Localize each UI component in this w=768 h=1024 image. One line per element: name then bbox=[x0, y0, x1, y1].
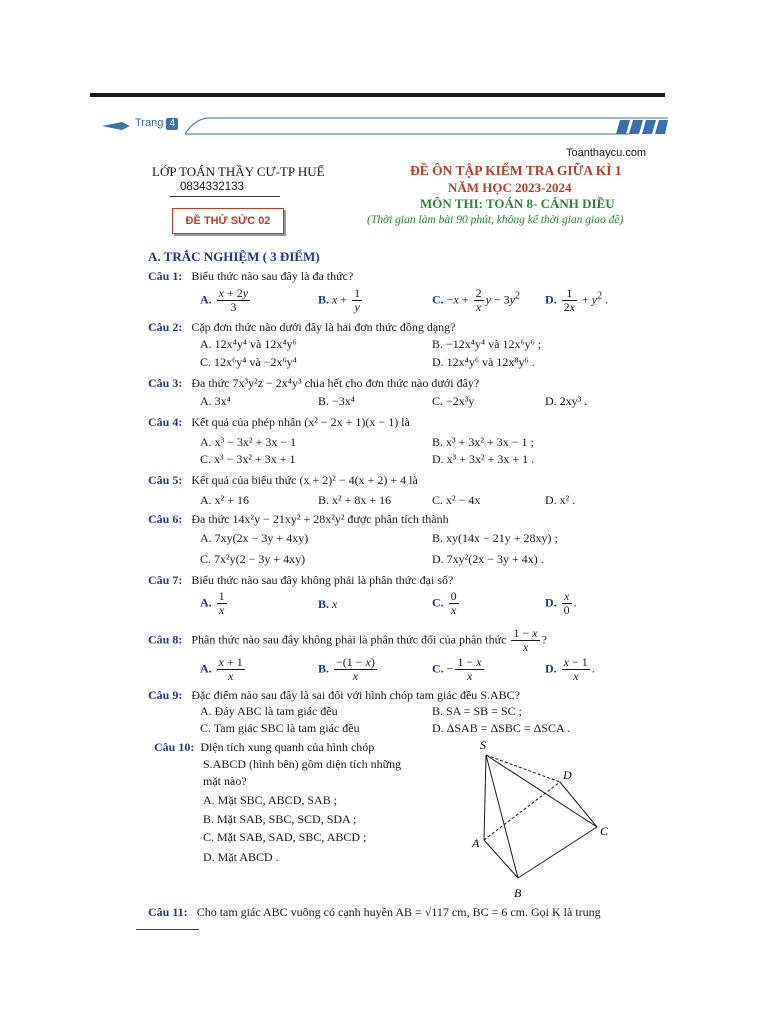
test-badge: ĐỀ THỬ SỨC 02 bbox=[172, 208, 284, 234]
label-b: B bbox=[514, 886, 522, 900]
question-2 bbox=[148, 320, 456, 335]
q6-option-d: D. 7xy²(2x − 3y + 4x) . bbox=[432, 552, 544, 566]
question-11 bbox=[148, 905, 601, 920]
q1-option-c: C. −x + $\frac{2}{x}$ $y - 3y^2$ bbox=[432, 286, 520, 314]
exam-time: (Thời gian làm bài 90 phút, không kể thời gian giao đề) bbox=[367, 214, 624, 226]
section-heading: A. TRẮC NGHIỆM ( 3 ĐIỂM) bbox=[148, 249, 320, 264]
q5-option-c: C. x² − 4x bbox=[432, 493, 481, 507]
q7-option-a: A. $\frac{1}{x}$ bbox=[200, 589, 225, 617]
q2-option-d: D. 12x⁴y⁶ và 12x⁸y⁶ . bbox=[432, 355, 535, 369]
question-label: Câu 7: bbox=[148, 573, 183, 587]
q4-option-a: A. x³ − 3x² + 3x − 1 bbox=[200, 435, 297, 449]
q10-text-line-1: S.ABCD (hình bên) gồm diện tích những bbox=[203, 757, 402, 771]
q3-option-b: B. −3x⁴ bbox=[318, 394, 355, 408]
question-label: Câu 10: bbox=[154, 740, 195, 754]
stripe-1 bbox=[616, 120, 630, 134]
question-label: Câu 6: bbox=[148, 512, 183, 526]
q1-option-a: A. $\frac{x + 2y}{3}$ bbox=[200, 286, 249, 314]
q3-option-a: A. 3x⁴ bbox=[200, 394, 231, 408]
q9-option-d: D. ΔSAB = ΔSBC = ΔSCA . bbox=[432, 721, 571, 735]
edge-sd bbox=[486, 755, 560, 782]
q3-option-d: D. 2xy³ . bbox=[545, 394, 588, 408]
question-3 bbox=[148, 376, 479, 391]
header-decoration bbox=[100, 114, 668, 136]
q10-option-a: A. Mặt SBC, ABCD, SAB ; bbox=[203, 793, 338, 807]
exam-title: ĐỀ ÔN TẬP KIỂM TRA GIỮA KÌ 1 bbox=[410, 163, 622, 178]
question-7 bbox=[148, 573, 453, 588]
question-text: Đặc điểm nào sau đây là sai đối với hình chóp tam giác đều S.ABC? bbox=[191, 688, 520, 702]
question-4 bbox=[148, 415, 410, 430]
q5-option-a: A. x² + 16 bbox=[200, 493, 250, 507]
question-label: Câu 8: bbox=[148, 632, 183, 647]
q7-option-d: D. $\frac{x}{0}$ . bbox=[545, 589, 577, 617]
q9-option-a: A. Đáy ABC là tam giác đều bbox=[200, 704, 338, 718]
q8-option-b: B. $\frac{-(1 - x)}{x}$ bbox=[318, 655, 375, 683]
question-label: Câu 11: bbox=[148, 905, 188, 919]
q2-option-a: A. 12x⁴y⁴ và 12x⁴y⁶ bbox=[200, 337, 297, 351]
question-8: Câu 8: Phân thức nào sau đây không phải là phân thức đối của phân thức $\frac{1 - x}{x}$ ? bbox=[148, 626, 547, 654]
site-name: Toanthaycu.com bbox=[566, 147, 647, 159]
q10-option-d: D. Mặt ABCD . bbox=[203, 850, 279, 864]
question-text: Đa thức 14x²y − 21xy² + 28x²y² được phân tích thành bbox=[191, 512, 449, 526]
question-1 bbox=[148, 269, 353, 284]
pyramid-figure bbox=[460, 735, 620, 905]
question-label: Câu 2: bbox=[148, 320, 183, 334]
q6-option-a: A. 7xy(2x − 3y + 4xy) bbox=[200, 531, 309, 545]
question-text: Kết quả của biểu thức (x + 2)² − 4(x + 2) + 4 là bbox=[191, 473, 418, 487]
question-label: Câu 3: bbox=[148, 376, 183, 390]
question-5 bbox=[148, 473, 418, 488]
page-label-text: Trang bbox=[135, 117, 164, 129]
label-d: D bbox=[563, 768, 572, 782]
q6-option-b: B. xy(14x − 21y + 28xy) ; bbox=[432, 531, 558, 545]
q10-text-line-2: mặt nào? bbox=[203, 774, 247, 788]
exam-year: NĂM HỌC 2023-2024 bbox=[448, 180, 572, 195]
q5-option-b: B. x² + 8x + 16 bbox=[318, 493, 392, 507]
label-c: C bbox=[600, 824, 609, 838]
question-text: Biểu thức nào sau đây là đa thức? bbox=[191, 269, 354, 283]
exam-subject: MÔN THI: TOÁN 8- CÁNH DIỀU bbox=[420, 196, 615, 211]
header-curve bbox=[185, 118, 668, 134]
q9-option-b: B. SA = SB = SC ; bbox=[432, 704, 522, 718]
q2-option-b: B. −12x⁴y⁴ và 12x⁶y⁶ ; bbox=[432, 337, 542, 351]
q10-option-c: C. Mặt SAB, SAD, SBC, ABCD ; bbox=[203, 830, 367, 844]
edge-sc bbox=[486, 755, 597, 827]
question-9 bbox=[148, 688, 520, 703]
stripe-2 bbox=[629, 120, 643, 134]
top-rule bbox=[90, 93, 665, 97]
question-10 bbox=[154, 740, 374, 755]
q9-option-c: C. Tam giác SBC là tam giác đều bbox=[200, 721, 360, 735]
question-text: Phân thức nào sau đây không phải là phân thức đối của phân thức bbox=[191, 632, 507, 647]
question-label: Câu 9: bbox=[148, 688, 183, 702]
question-text: Cho tam giác ABC vuông có cạnh huyền AB = √117 cm, BC = 6 cm. Gọi K là trung bbox=[196, 905, 601, 919]
class-name: LỚP TOÁN THẦY CƯ-TP HUẾ bbox=[152, 164, 325, 179]
phone-underline bbox=[170, 196, 280, 197]
page-number: 4 bbox=[166, 118, 178, 130]
stripe-3 bbox=[642, 120, 656, 134]
phone-number: 0834332133 bbox=[180, 181, 244, 193]
question-text: Kết quả của phép nhân (x² − 2x + 1)(x − 1) là bbox=[191, 415, 410, 429]
q10-option-b: B. Mặt SAB, SBC, SCD, SDA ; bbox=[203, 812, 357, 826]
page-label bbox=[135, 117, 178, 130]
q4-option-c: C. x³ − 3x² + 3x + 1 bbox=[200, 452, 296, 466]
q4-option-d: D. x³ + 3x² + 3x + 1 . bbox=[432, 452, 535, 466]
label-s: S bbox=[480, 738, 486, 752]
label-a: A bbox=[472, 836, 480, 850]
pointing-hand-icon bbox=[102, 122, 130, 130]
question-text: Diện tích xung quanh của hình chóp bbox=[200, 740, 375, 754]
q7-option-b: B. x bbox=[318, 597, 338, 611]
q1-option-b: B. x + $\frac{1}{y}$ bbox=[318, 286, 361, 314]
q7-option-c: C. $\frac{0}{x}$ bbox=[432, 589, 457, 617]
edge-sa bbox=[484, 755, 486, 840]
question-label: Câu 4: bbox=[148, 415, 183, 429]
question-label: Câu 5: bbox=[148, 473, 183, 487]
q6-option-c: C. 7x²y(2 − 3y + 4xy) bbox=[200, 552, 306, 566]
q3-option-c: C. −2x³y bbox=[432, 394, 475, 408]
q4-option-b: B. x³ + 3x² + 3x − 1 ; bbox=[432, 435, 534, 449]
q8-option-d: D. $\frac{x - 1}{x}$ . bbox=[545, 655, 595, 683]
question-6 bbox=[148, 512, 449, 527]
edge-bc bbox=[518, 827, 597, 878]
question-text: Biểu thức nào sau đây không phải là phân thức đại số? bbox=[191, 573, 454, 587]
question-text: Cặp đơn thức nào dưới đây là hai đơn thức đồng dạng? bbox=[191, 320, 456, 334]
q5-option-d: D. x² . bbox=[545, 493, 576, 507]
question-text: Đa thức 7x³y²z − 2x⁴y³ chia hết cho đơn thức nào dưới đây? bbox=[191, 376, 480, 390]
q8-option-a: A. $\frac{x + 1}{x}$ bbox=[200, 655, 243, 683]
page-header bbox=[100, 114, 668, 136]
question-label: Câu 1: bbox=[148, 269, 183, 283]
q2-option-c: C. 12x⁶y⁴ và −2x⁶y⁴ bbox=[200, 355, 297, 369]
q8-option-c: C. − $\frac{1 - x}{x}$ bbox=[432, 655, 482, 683]
footer-rule bbox=[136, 929, 199, 930]
edge-cd bbox=[560, 782, 597, 827]
q1-option-d: D. $\frac{1}{2x}$ + $y^2$ . bbox=[545, 286, 609, 314]
stripe-4 bbox=[655, 120, 668, 134]
